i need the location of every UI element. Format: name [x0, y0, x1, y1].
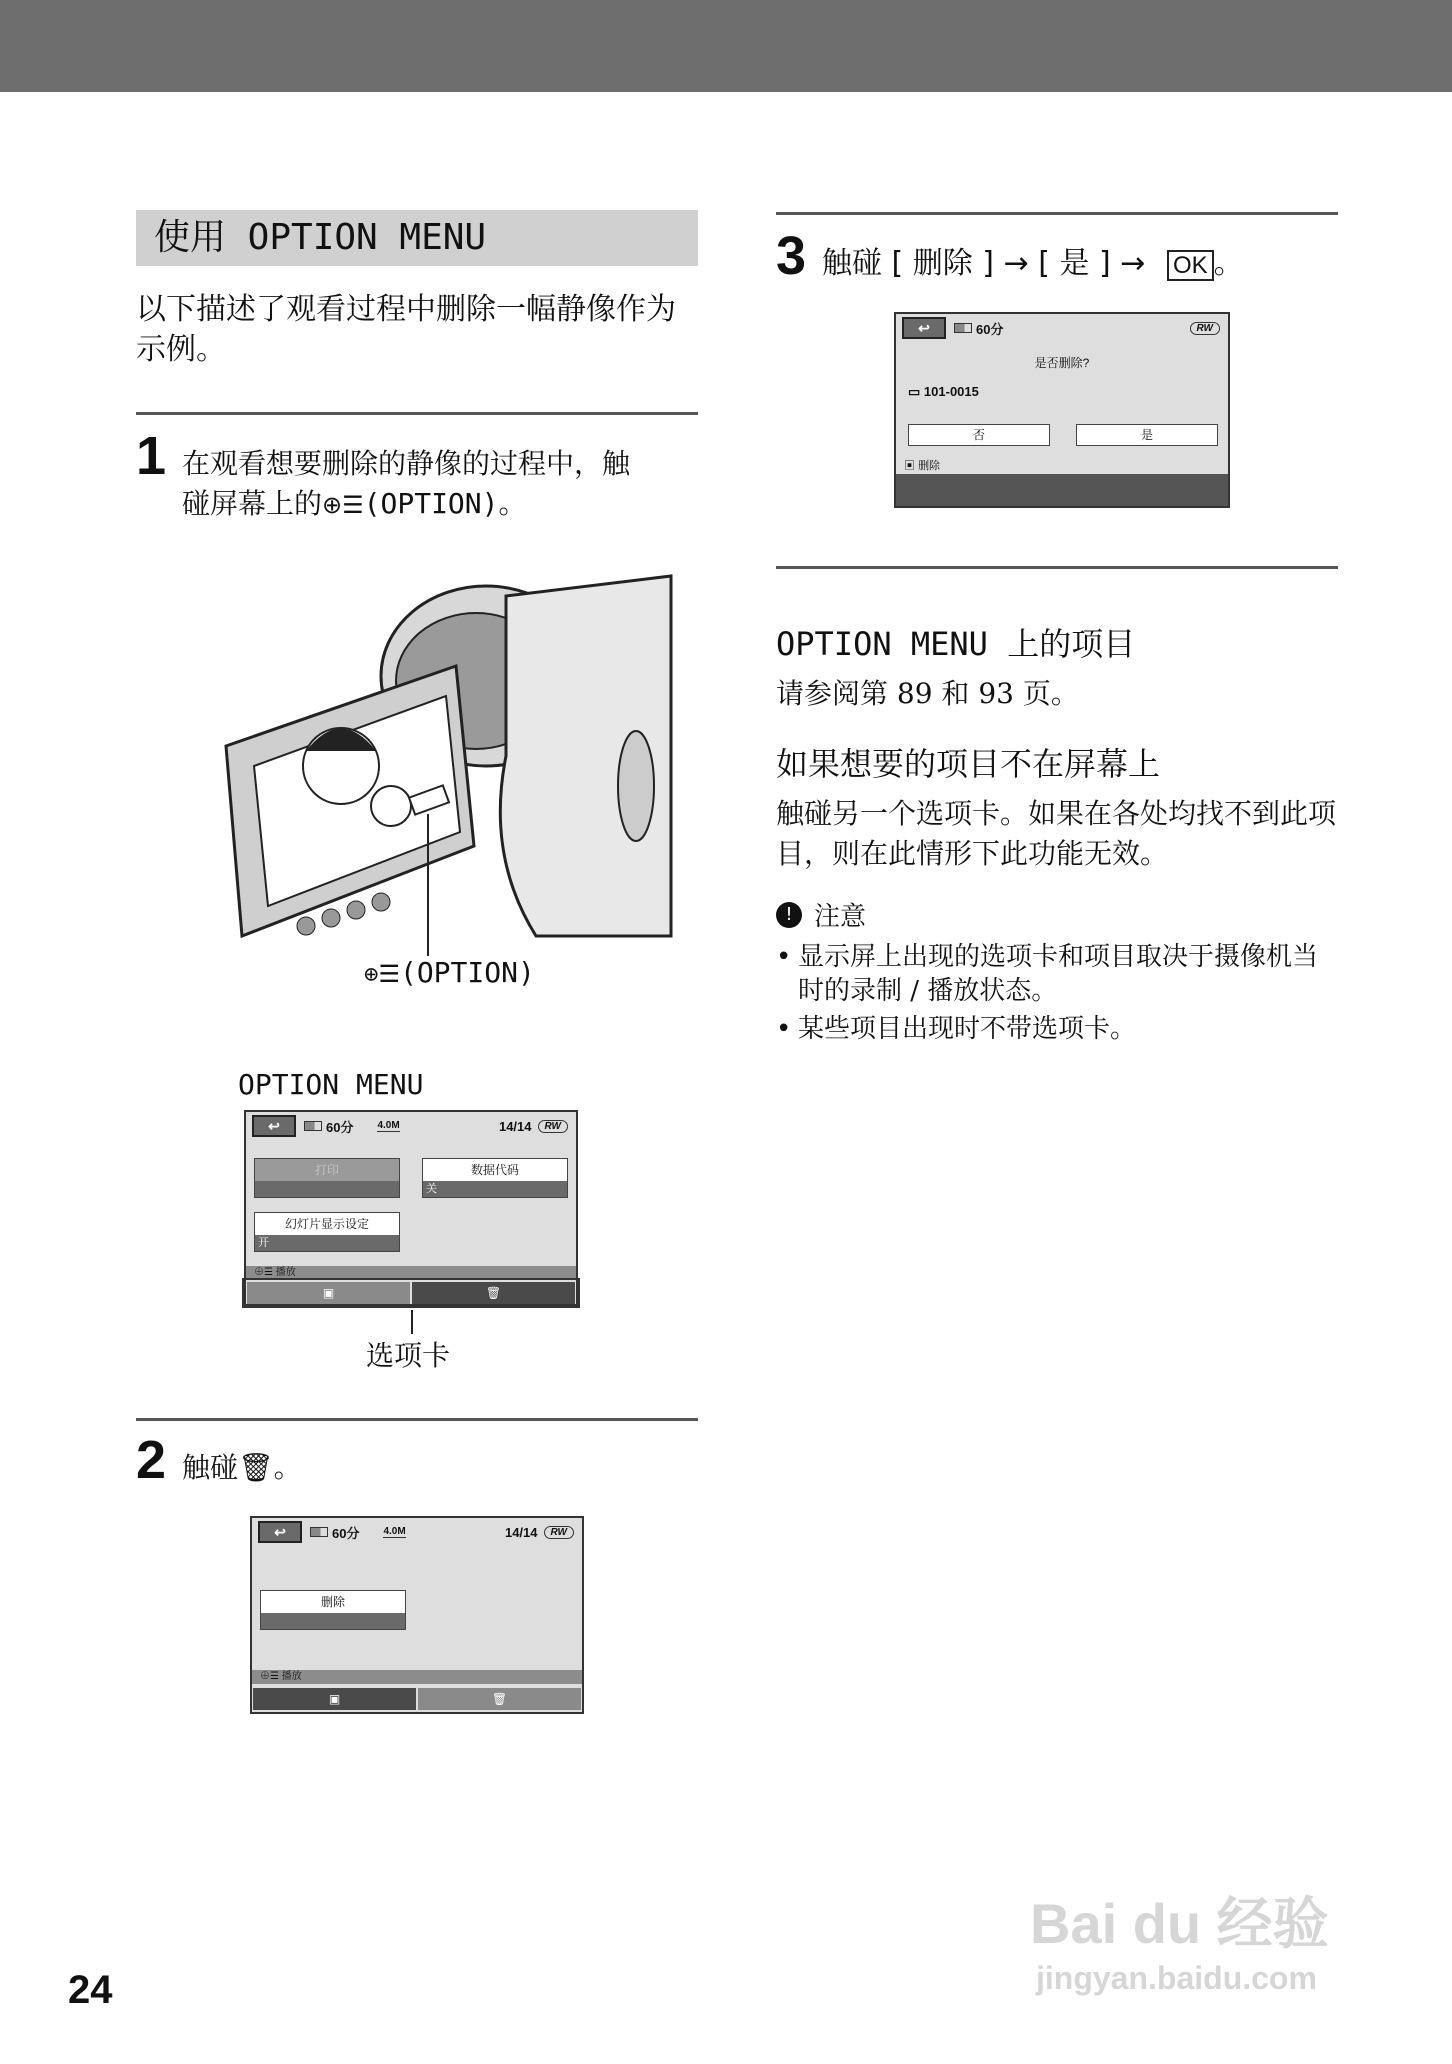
- watermark-brand: Bai du 经验: [1030, 1892, 1329, 1955]
- media-rw-icon: RW: [1190, 322, 1220, 335]
- tab-playback[interactable]: ▣: [247, 1282, 410, 1304]
- step1-text: [182, 444, 702, 525]
- option-icon: ⊕☰: [260, 1671, 279, 1682]
- back-button[interactable]: ↩: [902, 317, 946, 339]
- missing-item-heading: 如果想要的项目不在屏幕上: [776, 745, 1161, 783]
- tab-bar: [246, 1282, 576, 1304]
- intro-text: 以下描述了观看过程中删除一幅静像作为示例。: [136, 292, 676, 367]
- media-rw-icon: RW: [544, 1526, 574, 1539]
- tab-callout-line: [411, 1310, 413, 1334]
- step3-number: 3: [776, 226, 807, 286]
- items-heading: OPTION MENU 上的项目: [776, 625, 1136, 663]
- step1-line2-pre: 碰屏幕上的: [182, 487, 323, 520]
- media-rw-icon: RW: [538, 1120, 568, 1133]
- tab-callout: 选项卡: [366, 1339, 451, 1372]
- tab-strip: ⊕☰ 播放: [246, 1266, 576, 1280]
- battery-icon: [310, 1527, 328, 1537]
- battery-time: 60分: [976, 321, 1004, 337]
- note-heading: ! 注意: [776, 896, 866, 933]
- battery-icon: [954, 323, 972, 333]
- note-item: • 显示屏上出现的选项卡和项目取决于摄像机当时的录制 / 播放状态。: [776, 940, 1336, 1008]
- delete-menu-screen: [250, 1516, 584, 1714]
- page-number: 24: [68, 1968, 113, 2012]
- image-size: 4.0M: [377, 1120, 400, 1131]
- missing-item-text: 触碰另一个选项卡。如果在各处均找不到此项目，则在此情形下此功能无效。: [776, 797, 1337, 870]
- confirm-delete-screen: [894, 312, 1230, 508]
- option-icon: ⊕☰: [322, 491, 364, 519]
- battery-time: 60分: [332, 1525, 360, 1541]
- section-title: 使用 OPTION MENU: [136, 210, 698, 266]
- step1-number: 1: [136, 426, 167, 486]
- step2-number: 2: [136, 1430, 167, 1490]
- image-counter: 14/14: [498, 1118, 532, 1134]
- back-button[interactable]: ↩: [258, 1521, 302, 1543]
- option-icon: ⊕☰: [364, 960, 400, 988]
- step3-rule: [776, 212, 1338, 215]
- screen-footer-label: ▣ 删除: [904, 460, 941, 472]
- tab-delete[interactable]: 🗑: [412, 1282, 575, 1304]
- option-menu-screen: [244, 1110, 578, 1306]
- tab-bar: [252, 1688, 582, 1710]
- battery-icon: [304, 1121, 322, 1131]
- watermark-url: jingyan.baidu.com: [1036, 1960, 1317, 1996]
- note-item: • 某些项目出现时不带选项卡。: [776, 1012, 1336, 1046]
- tab-playback[interactable]: ▣: [253, 1688, 416, 1710]
- delete-option[interactable]: 删除: [260, 1590, 406, 1630]
- no-button[interactable]: 否: [908, 424, 1050, 446]
- print-option[interactable]: 打印: [254, 1158, 400, 1198]
- tab-delete[interactable]: 🗑: [418, 1688, 581, 1710]
- step1-rule: [136, 412, 698, 415]
- header-bar: [0, 0, 1452, 92]
- yes-button[interactable]: 是: [1076, 424, 1218, 446]
- data-code-option[interactable]: 数据代码 关: [422, 1158, 568, 1198]
- notes-list: [776, 940, 1336, 1046]
- tab-strip: ⊕☰ 播放: [252, 1670, 582, 1684]
- caution-icon: !: [776, 902, 802, 928]
- image-counter: 14/14: [504, 1524, 538, 1540]
- memory-card-icon: ▭: [908, 384, 921, 399]
- step2-rule: [136, 1418, 698, 1421]
- delete-mode-icon: ▣: [904, 460, 915, 472]
- image-size: 4.0M: [383, 1526, 406, 1537]
- page-reference: 请参阅第 89 和 93 页。: [776, 677, 1079, 710]
- trash-icon: 🗑: [238, 1451, 274, 1484]
- battery-time: 60分: [326, 1119, 354, 1135]
- ok-button-icon: OK: [1167, 250, 1214, 281]
- confirm-question: 是否删除?: [1034, 356, 1090, 370]
- step3-text: 触碰 [ 删除 ] → [ 是 ] → OK 。: [822, 246, 1244, 281]
- section-rule: [776, 566, 1338, 569]
- option-callout: ⊕☰(OPTION): [364, 956, 535, 989]
- step1-line2-post: (OPTION)。: [363, 487, 527, 520]
- file-number: ▭ 101-0015: [908, 384, 979, 399]
- step1-line1: 在观看想要删除的静像的过程中，触: [182, 447, 631, 480]
- option-menu-label: OPTION MENU: [238, 1068, 424, 1101]
- step2-text: 触碰🗑。: [182, 1451, 302, 1484]
- option-icon: ⊕☰: [254, 1267, 273, 1278]
- slideshow-settings-option[interactable]: 幻灯片显示设定 开: [254, 1212, 400, 1252]
- camcorder-illustration: [206, 556, 676, 956]
- screen-footer-bar: [896, 474, 1228, 506]
- back-button[interactable]: ↩: [252, 1115, 296, 1137]
